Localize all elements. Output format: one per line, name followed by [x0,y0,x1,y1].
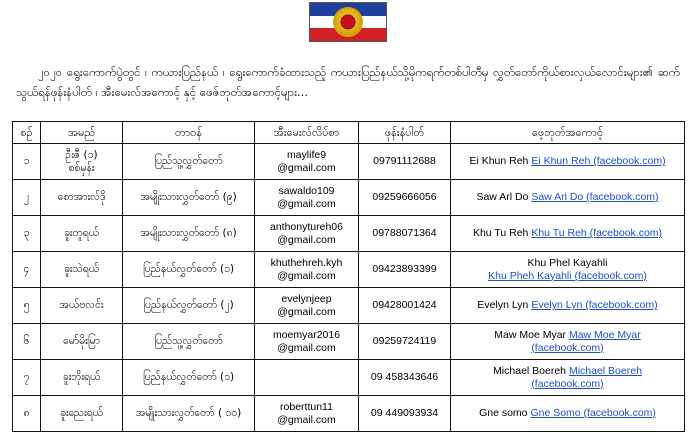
column-header-facebook: ဖေ့ဘုတ်အကောင့် [451,122,685,144]
table-row [13,288,685,324]
table-header [13,122,685,144]
cell-email-address [255,360,359,396]
cell-candidate-name: ခူးသဲရယ် [41,252,123,288]
cell-row-number: ၃ [13,216,41,252]
cell-email-address: sawaldo109 @gmail.com [255,180,359,216]
cell-phone-number: 09 449093934 [359,396,451,432]
cell-parliament-role: ပြည်သူ့လွှတ်တော် [123,324,255,360]
column-header-phone: ဖုန်းနံပါတ် [359,122,451,144]
cell-phone-number: 09 458343646 [359,360,451,396]
cell-facebook-account [451,324,685,360]
facebook-display-name: Khu Phel Kayahli [527,256,608,269]
cell-facebook-account [451,360,685,396]
facebook-profile-link[interactable]: Ei Khun Reh (facebook.com) [531,155,666,168]
cell-phone-number: 09423893399 [359,252,451,288]
cell-candidate-name: ခူးညေးရယ် [41,396,123,432]
cell-parliament-role: အမျိုးသားလွှတ်တော် ( ၁၀) [123,396,255,432]
facebook-display-name: Saw Arl Do [476,191,529,204]
column-header-no: စဉ် [13,122,41,144]
cell-parliament-role: ပြည်သူ့လွှတ်တော် [123,144,255,180]
facebook-profile-link[interactable]: Gne Somo (facebook.com) [530,407,656,420]
facebook-profile-link[interactable]: Evelyn Lyn (facebook.com) [531,299,658,312]
cell-row-number: ၄ [13,252,41,288]
cell-row-number: ၁ [13,144,41,180]
cell-parliament-role: အမျိုးသားလွှတ်တော် (၉) [123,180,255,216]
cell-facebook-account [451,396,685,432]
cell-email-address: evelynjeep @gmail.com [255,288,359,324]
cell-parliament-role: ပြည်နယ်လွှတ်တော် (၁) [123,360,255,396]
cell-phone-number: 09791112688 [359,144,451,180]
table-row [13,252,685,288]
table-row [13,216,685,252]
cell-candidate-name: မော်မိုးမြာ [41,324,123,360]
flag-emblem-icon [333,7,363,37]
facebook-display-name: Michael Boereh [493,364,567,377]
cell-email-address: khuthehreh.kyh @gmail.com [255,252,359,288]
facebook-profile-link[interactable]: Khu Tu Reh (facebook.com) [531,227,663,240]
table-row [13,360,685,396]
cell-phone-number: 09259666056 [359,180,451,216]
cell-candidate-name: ခူးတူရယ် [41,216,123,252]
cell-facebook-account [451,180,685,216]
table-row [13,396,685,432]
cell-facebook-account [451,288,685,324]
cell-row-number: ၆ [13,324,41,360]
cell-parliament-role: အမျိုးသားလွှတ်တော် (၈) [123,216,255,252]
cell-candidate-name: စောအားလ်ဒို [41,180,123,216]
intro-paragraph: ၂၀၂၀ ရွေးကောက်ပွဲတွင် ၊ ကယားပြည်နယ် ၊ ရွေးကောက်ခံထားသည့် ကယားပြည်နယ်သို့မိုကရက်တစ်ပါတီမှ လွှတ်တော်ကိုယ်စားလှယ်လောင်းများ၏ ဆက်သွယ်ရန်ဖုန်းနံပါတ် ၊ အီးမေးလ်အကောင့် နှင့် ဖေဇ်ဘုတ်အကောင့်များ... [16,64,680,99]
cell-phone-number: 09788071364 [359,216,451,252]
table-row [13,144,685,180]
cell-row-number: ၂ [13,180,41,216]
cell-row-number: ၅ [13,288,41,324]
cell-candidate-name: အယ်ဗလင်း [41,288,123,324]
cell-row-number: ၈ [13,396,41,432]
cell-facebook-account [451,252,685,288]
facebook-display-name: Ei Khun Reh [469,155,529,168]
table-row [13,180,685,216]
table-row [13,324,685,360]
column-header-role: တာဝန် [123,122,255,144]
facebook-profile-link[interactable]: Michael Boereh (facebook.com) [531,364,642,390]
flag-container [0,0,696,46]
flag-emblem-center-icon [341,15,356,30]
cell-parliament-role: ပြည်နယ်လွှတ်တော် (၂) [123,288,255,324]
table-body [13,144,685,432]
cell-email-address: moemyar2016 @gmail.com [255,324,359,360]
karenni-state-flag-icon [309,2,387,42]
cell-row-number: ၇ [13,360,41,396]
facebook-profile-link[interactable]: Maw Moe Myar (facebook.com) [531,328,641,354]
cell-facebook-account [451,216,685,252]
facebook-profile-link[interactable]: Saw Arl Do (facebook.com) [531,191,659,204]
table-header-row [13,122,685,144]
cell-email-address: anthonytureh06 @gmail.com [255,216,359,252]
cell-facebook-account [451,144,685,180]
column-header-email: အီးမေးလ်လိပ်စာ [255,122,359,144]
candidates-table [12,121,685,432]
column-header-name: အမည် [41,122,123,144]
facebook-display-name: Maw Moe Myar [494,328,567,341]
cell-phone-number: 09259724119 [359,324,451,360]
facebook-profile-link[interactable]: Khu Pheh Kayahli (facebook.com) [488,269,647,282]
facebook-display-name: Khu Tu Reh [472,227,529,240]
facebook-display-name: Evelyn Lyn [477,299,529,312]
cell-email-address: roberttun11 @gmail.com [255,396,359,432]
cell-parliament-role: ပြည်နယ်လွှတ်တော် (၁) [123,252,255,288]
facebook-display-name: Gne somo [479,407,528,420]
cell-email-address: maylife9 @gmail.com [255,144,359,180]
cell-candidate-name: ဦးဇီ (၁) စစ်မှန်း [41,144,123,180]
cell-candidate-name: ခူးဘိုးရယ် [41,360,123,396]
cell-phone-number: 09428001424 [359,288,451,324]
